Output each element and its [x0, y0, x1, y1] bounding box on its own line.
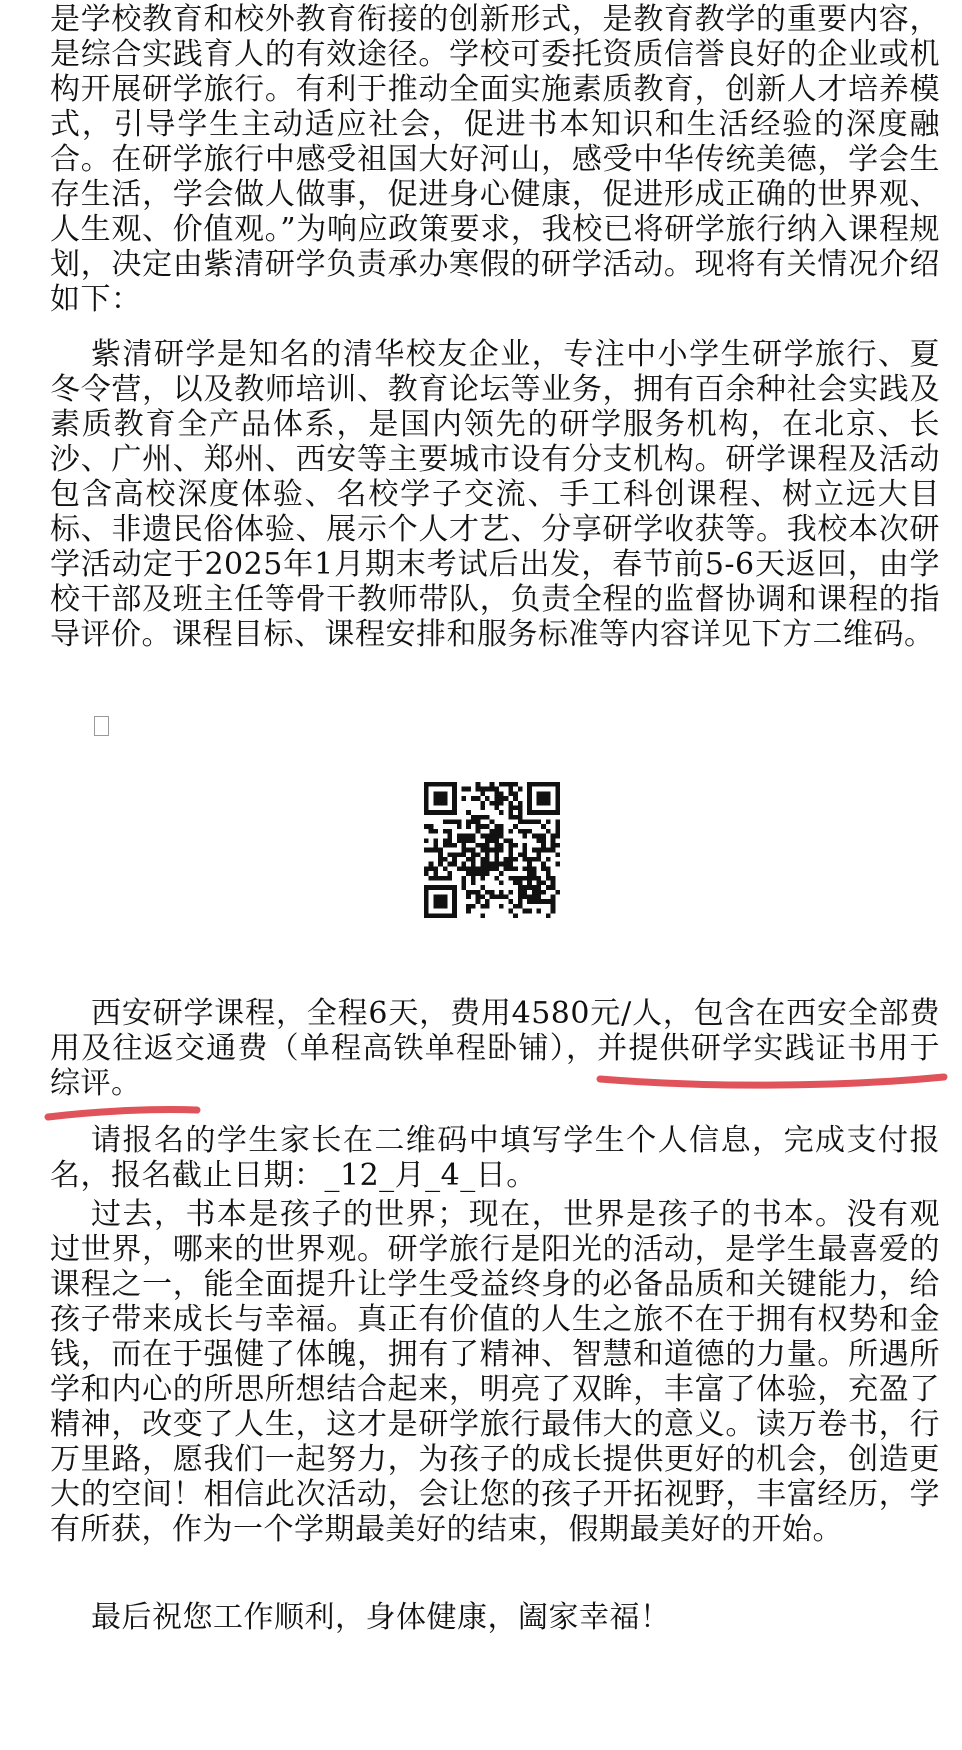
paragraph-closing-remarks: 过去，书本是孩子的世界；现在，世界是孩子的书本。没有观过世界，哪来的世界观。研学旅行是阳光的活动，是学生最喜爱的课程之一，能全面提升让学生受益终身的必备品质和关键能力，给孩子带来成长与幸福。真正有价值的人生之旅不在于拥有权势和金钱，而在于强健了体魄，拥有了精神、智慧和道德的力量。所遇所学和内心的所思所想结合起来，明亮了双眸，丰富了体验，充盈了精神，改变了人生，这才是研学旅行最伟大的意义。读万卷书，行万里路，愿我们一起努力，为孩子的成长提供更好的机会，创造更大的空间！相信此次活动，会让您的孩子开拓视野，丰富经历，学有所获，作为一个学期最美好的结束，假期最美好的开始。: [50, 1197, 940, 1547]
red-underline-stroke-2: [48, 1109, 197, 1117]
paragraph-registration: 请报名的学生家长在二维码中填写学生个人信息，完成支付报名，报名截止日期：_12_月_4_日。: [50, 1123, 940, 1193]
paragraph-policy-intro: 是学校教育和校外教育衔接的创新形式，是教育教学的重要内容，是综合实践育人的有效途径。学校可委托资质信誉良好的企业或机构开展研学旅行。有利于推动全面实施素质教育，创新人才培养模式，引导学生主动适应社会，促进书本知识和生活经验的深度融合。在研学旅行中感受祖国大好河山，感受中华传统美德，学会生存生活，学会做人做事，促进身心健康，促进形成正确的世界观、人生观、价值观。”为响应政策要求，我校已将研学旅行纳入课程规划，决定由紫清研学负责承办寒假的研学活动。现将有关情况介绍如下：: [50, 2, 940, 317]
paragraph-course-fee: 西安研学课程，全程6天，费用4580元/人，包含在西安全部费用及往返交通费（单程高铁单程卧铺），并提供研学实践证书用于综评。: [50, 996, 940, 1101]
qr-code-icon[interactable]: [424, 782, 560, 918]
image-placeholder-icon: [94, 716, 109, 736]
paragraph-company-intro: 紫清研学是知名的清华校友企业，专注中小学生研学旅行、夏冬令营，以及教师培训、教育论坛等业务，拥有百余种社会实践及素质教育全产品体系，是国内领先的研学服务机构，在北京、长沙、广州、郑州、西安等主要城市设有分支机构。研学课程及活动包含高校深度体验、名校学子交流、手工科创课程、树立远大目标、非遗民俗体验、展示个人才艺、分享研学收获等。我校本次研学活动定于2025年1月期末考试后出发，春节前5-6天返回，由学校干部及班主任等骨干教师带队，负责全程的监督协调和课程的指导评价。课程目标、课程安排和服务标准等内容详见下方二维码。: [50, 337, 940, 652]
paragraph-wishes: 最后祝您工作顺利，身体健康，阖家幸福！: [91, 1600, 671, 1635]
